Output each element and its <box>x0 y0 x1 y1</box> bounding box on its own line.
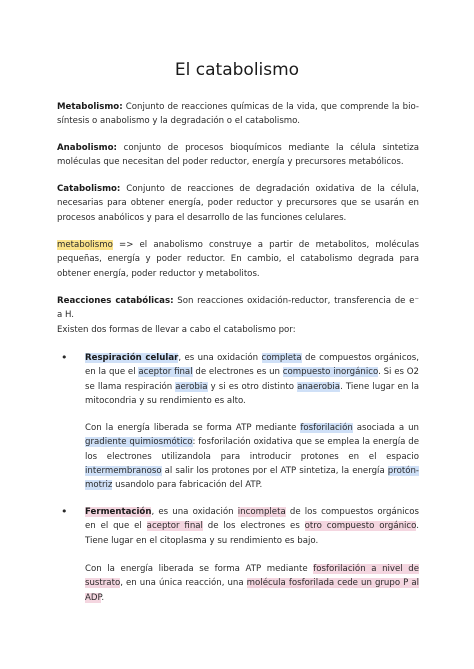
highlight-molecula-fosforilada: molécula fosforilada cede un grupo P al ADP <box>85 578 419 603</box>
text-run: Con la energía liberada se forma ATP mediante <box>85 423 301 433</box>
term-fermentacion: Fermentación <box>85 507 152 517</box>
term-respiracion: Respiración celular <box>85 353 179 363</box>
text-run: : fosforilación oxidativa que se emplea la energía de los electrones utilizandola para introducir protones en el espacio <box>85 437 419 462</box>
text-run: . Tiene lugar en el citoplasma y su rendimiento es bajo. <box>85 521 420 546</box>
def-catabolismo-text: Conjunto de reacciones de degradación oxidativa de la célula, necesarias para obtener energía, poder reductor y precursores que se usarán en procesos anabólicos y para el desarrollo de las funciones celulares. <box>57 184 419 223</box>
respiracion-paragraph <box>85 351 419 408</box>
text-run: , es una oxidación <box>151 507 238 517</box>
text-run: . Si es O2 se llama respiración <box>85 367 419 392</box>
term-reacciones: Reacciones catabólicas: <box>57 296 174 306</box>
highlight-aceptor-final-ferm: aceptor final <box>146 521 203 532</box>
text-run: al salir los protones por el ATP sintetiza, la energía <box>161 465 388 476</box>
text-run: de electrones es un <box>192 367 283 378</box>
highlight-anaerobia: anaerobia <box>297 381 341 392</box>
highlight-proton-motriz: protón-motriz <box>85 465 419 491</box>
text-run: . Tiene lugar en la mitocondria y su rendimiento es alto. <box>85 381 419 406</box>
highlight-fosforilacion: fosforilación <box>300 423 353 433</box>
fermentacion-atp-paragraph <box>85 562 419 605</box>
text-run: de los compuestos orgánicos en el que el <box>85 507 420 532</box>
def-metabolismo-text: Conjunto de reacciones químicas de la vida, que comprende la bio-síntesis o anabolismo y la degradación o el catabolismo. <box>57 102 419 127</box>
bullet-fermentacion: • <box>61 505 68 518</box>
reacciones-catabolicas <box>57 294 419 323</box>
highlight-incompleta: incompleta <box>237 507 286 517</box>
text-run: Con la energía liberada se forma ATP mediante <box>85 564 314 574</box>
text-run: usandolo para fabricación del ATP. <box>112 480 263 491</box>
highlight-metabolismo: metabolismo <box>57 240 113 250</box>
term-anabolismo: Anabolismo: <box>57 143 117 153</box>
def-anabolismo <box>57 141 419 170</box>
highlight-otro-compuesto: otro compuesto orgánico <box>304 521 417 532</box>
highlight-gradiente: gradiente quimiosmótico <box>85 437 193 448</box>
def-metabolismo <box>57 100 419 129</box>
respiracion-atp-paragraph <box>85 421 419 492</box>
text-run: de compuestos orgánicos, en la que el <box>85 353 420 378</box>
def-anabolismo-text: conjunto de procesos bioquímicos mediante la célula sintetiza moléculas que necesitan del poder reductor, energía y precursores metabólicos. <box>57 143 419 168</box>
intro-text: Existen dos formas de llevar a cabo el catabolismo por: <box>57 325 296 335</box>
highlight-fosforilacion-sustrato: fosforilación a nivel de sustrato <box>85 564 420 589</box>
text-run: , en una única reacción, una <box>120 578 247 589</box>
text-run: , es una oxidación <box>178 353 262 363</box>
highlight-intermembranoso: intermembranoso <box>85 465 162 476</box>
metabolismo-note <box>57 238 419 281</box>
text-run: y si es otro distinto <box>207 381 298 392</box>
text-run: . <box>101 592 105 603</box>
highlight-aceptor-final: aceptor final <box>138 367 193 378</box>
highlight-completa: completa <box>261 353 302 363</box>
bullet-respiracion: • <box>61 351 68 364</box>
highlight-compuesto-inorganico: compuesto inorgánico <box>282 367 379 378</box>
text-run: de los electrones es <box>202 521 305 532</box>
fermentacion-paragraph <box>85 505 419 548</box>
metabolismo-note-text: => el anabolismo construye a partir de metabolitos, moléculas pequeñas, energía y poder reductor. En cambio, el catabolismo degrada para obtener energía, poder reductor y metabolitos. <box>57 240 419 279</box>
highlight-aerobia: aerobia <box>175 381 208 392</box>
term-catabolismo: Catabolismo: <box>57 184 121 194</box>
term-metabolismo: Metabolismo: <box>57 102 123 112</box>
reacciones-text: Son reacciones oxidación-reductor, transferencia de e⁻ a H. <box>57 296 420 321</box>
page-title: El catabolismo <box>174 60 300 80</box>
text-run: asociada a un <box>352 423 419 433</box>
def-catabolismo <box>57 182 419 225</box>
